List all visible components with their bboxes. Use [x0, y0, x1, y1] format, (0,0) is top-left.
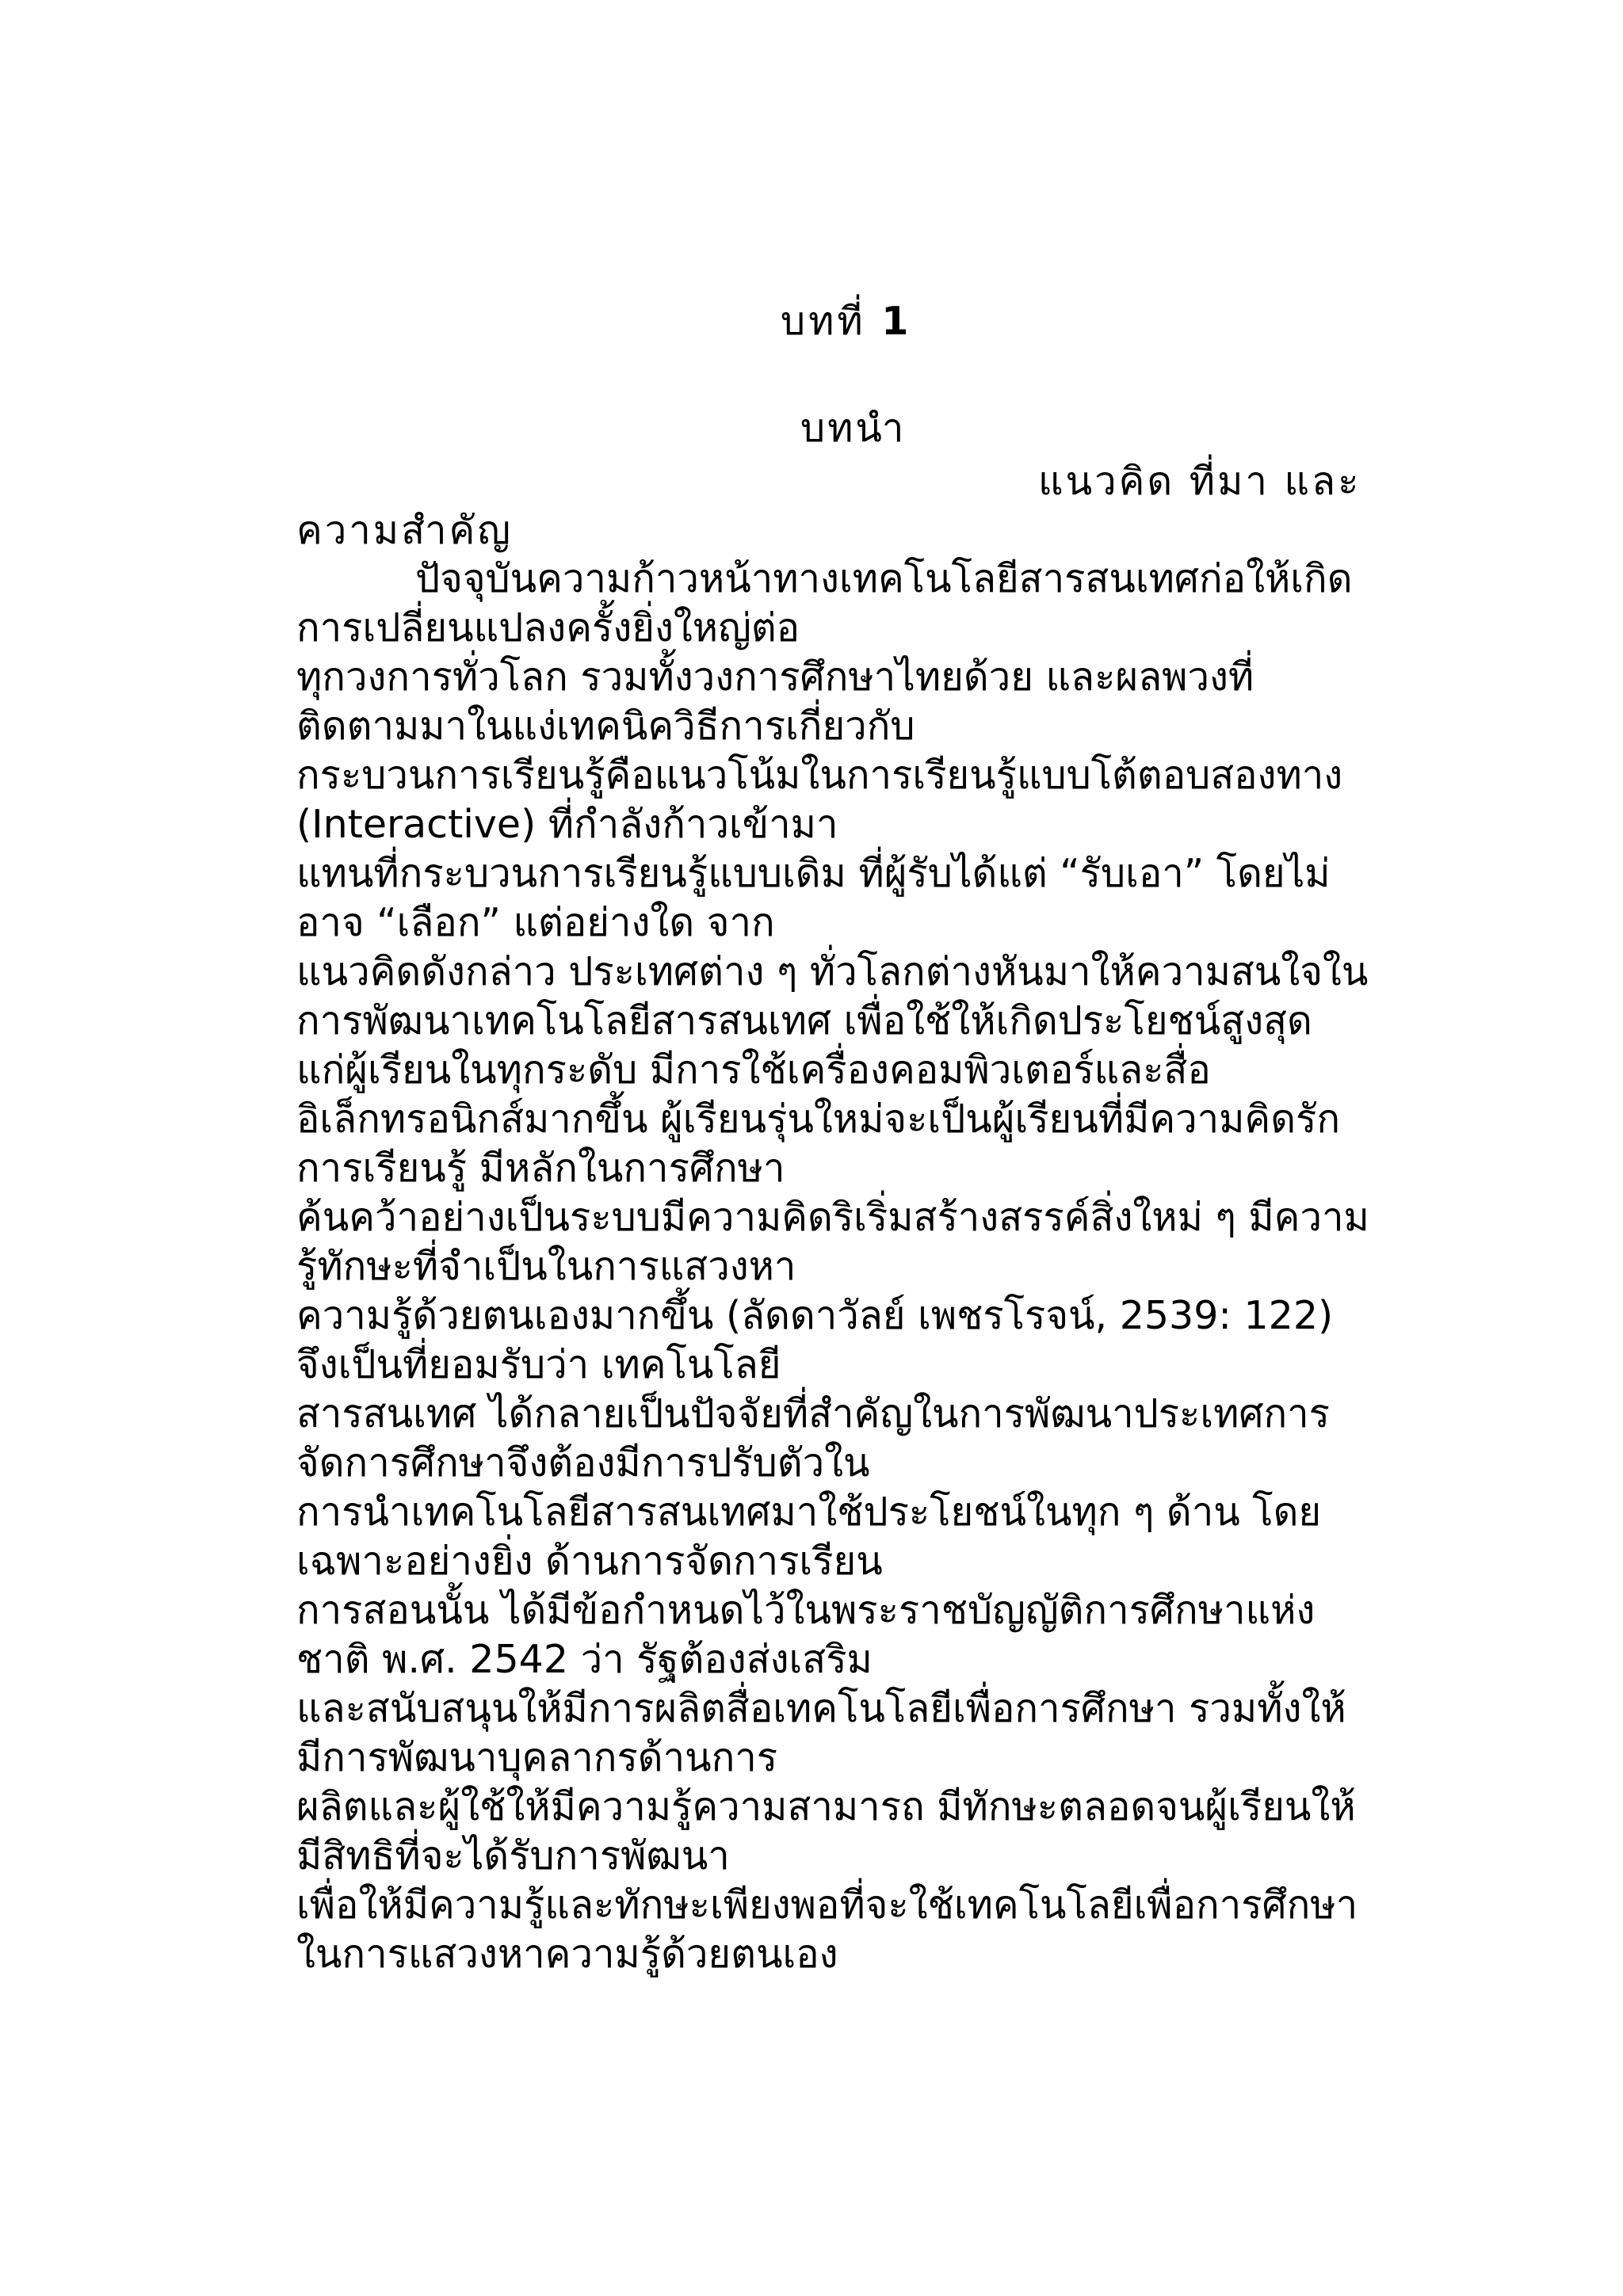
body-paragraph — [296, 555, 1485, 1979]
chapter-number-value: 1 — [881, 299, 912, 344]
paragraph-line: ติดตามมาในแง่เทคนิควิธีการเกี่ยวกับ — [296, 704, 915, 749]
paragraph-line: มีการพัฒนาบุคลากรด้านการ — [296, 1735, 778, 1780]
paragraph-line: การพัฒนาเทคโนโลยีสารสนเทศ เพื่อใช้ให้เกิดประโยชน์สูงสุด — [296, 998, 1312, 1043]
paragraph-line: แก่ผู้เรียนในทุกระดับ มีการใช้เครื่องคอมพิวเตอร์และสื่อ — [296, 1047, 1211, 1093]
paragraph-line: และสนับสนุนให้มีการผลิตสื่อเทคโนโลยีเพื่อการศึกษา รวมทั้งให้ — [296, 1686, 1346, 1731]
paragraph-line: ทุกวงการทั่วโลก รวมทั้งวงการศึกษาไทยด้วย และผลพวงที่ — [296, 654, 1254, 700]
paragraph-line: แทนที่กระบวนการเรียนรู้แบบเดิม ที่ผู้รับได้แต่ “รับเอา” โดยไม่ — [296, 851, 1331, 896]
paragraph-line: เฉพาะอย่างยิ่ง ด้านการจัดการเรียน — [296, 1539, 883, 1584]
paragraph-line: ผลิตและผู้ใช้ให้มีความรู้ความสามารถ มีทักษะตลอดจนผู้เรียนให้ — [296, 1784, 1356, 1829]
paragraph-line: มีสิทธิที่จะได้รับการพัฒนา — [296, 1833, 730, 1878]
paragraph-line: ค้นคว้าอย่างเป็นระบบมีความคิดริเริ่มสร้างสรรค์สิ่งใหม่ ๆ มีความ — [296, 1195, 1369, 1240]
paragraph-line: การเรียนรู้ มีหลักในการศึกษา — [296, 1146, 785, 1191]
paragraph-line: เพื่อให้มีความรู้และทักษะเพียงพอที่จะใช้เทคโนโลยีเพื่อการศึกษา — [296, 1882, 1358, 1928]
paragraph-line: อิเล็กทรอนิกส์มากขึ้น ผู้เรียนรุ่นใหม่จะเป็นผู้เรียนที่มีความคิดรัก — [296, 1097, 1341, 1142]
paragraph-line: สารสนเทศ ได้กลายเป็นปัจจัยที่สำคัญในการพัฒนาประเทศการ — [296, 1391, 1330, 1436]
section-heading-line-2: ความสำคัญ — [296, 508, 514, 553]
paragraph-line: การนำเทคโนโลยีสารสนเทศมาใช้ประโยชน์ในทุก ๆ ด้าน โดย — [296, 1489, 1322, 1535]
section-heading-line-1: แนวคิด ที่มา และ — [1038, 459, 1361, 504]
paragraph-line: การสอนนั้น ได้มีข้อกำหนดไว้ในพระราชบัญญัติการศึกษาแห่ง — [296, 1588, 1316, 1633]
paragraph-line: ความรู้ด้วยตนเองมากขึ้น (ลัดดาวัลย์ เพชรโรจน์, 2539: 122) — [296, 1293, 1334, 1338]
chapter-title: บทนำ — [800, 406, 907, 451]
paragraph-line: ในการแสวงหาความรู้ด้วยตนเอง — [296, 1932, 838, 1977]
paragraph-line: กระบวนการเรียนรู้คือแนวโน้มในการเรียนรู้แบบโต้ตอบสองทาง — [296, 753, 1343, 798]
chapter-prefix: บทที่ — [781, 299, 882, 344]
paragraph-line: อาจ “เลือก” แต่อย่างใด จาก — [296, 900, 775, 945]
paragraph-line: (Interactive) ที่กำลังก้าวเข้ามา — [296, 802, 838, 847]
chapter-number — [781, 297, 911, 346]
paragraph-line: ปัจจุบันความก้าวหน้าทางเทคโนโลยีสารสนเทศก่อให้เกิด — [415, 556, 1353, 601]
paragraph-line: รู้ทักษะที่จำเป็นในการแสวงหา — [296, 1244, 796, 1289]
paragraph-line: การเปลี่ยนแปลงครั้งยิ่งใหญ่ต่อ — [296, 605, 800, 650]
paragraph-line: ชาติ พ.ศ. 2542 ว่า รัฐต้องส่งเสริม — [296, 1637, 873, 1682]
paragraph-line: จึงเป็นที่ยอมรับว่า เทคโนโลยี — [296, 1342, 781, 1387]
paragraph-line: จัดการศึกษาจึงต้องมีการปรับตัวใน — [296, 1440, 870, 1486]
paragraph-line: แนวคิดดังกล่าว ประเทศต่าง ๆ ทั่วโลกต่างหันมาให้ความสนใจใน — [296, 949, 1369, 994]
